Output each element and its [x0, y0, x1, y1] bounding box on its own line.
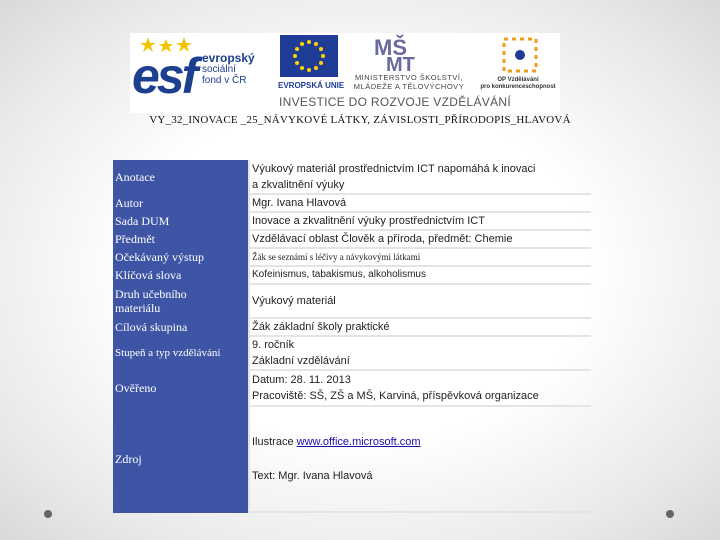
- label-zdroj: Zdroj: [113, 406, 249, 512]
- metadata-table: [113, 160, 591, 513]
- label-overeno: Ověřeno: [113, 370, 249, 406]
- document-code: VY_32_INOVACE _25_NÁVYKOVÉ LÁTKY, ZÁVISLOSTI_PŘÍRODOPIS_HLAVOVÁ: [149, 114, 571, 126]
- label-klicova-slova: Klíčová slova: [113, 266, 249, 284]
- zdroj-illustration: Ilustrace www.office.microsoft.com: [252, 436, 421, 448]
- value-vystup: Žák se seznámí s léčivy a návykovými látkami: [249, 248, 591, 266]
- left-nav-dot: [44, 510, 52, 518]
- logo-banner: [130, 33, 560, 113]
- value-overeno: Datum: 28. 11. 2013 Pracoviště: SŠ, ZŠ a MŠ, Karviná, příspěvková organizace: [249, 370, 591, 406]
- svg-text:MŠ: MŠ: [374, 35, 407, 60]
- value-klicova-slova: Kofeinismus, tabakismus, alkoholismus: [249, 266, 591, 284]
- value-druh: Výukový materiál: [249, 284, 591, 318]
- value-cilova: Žák základní školy praktické: [249, 318, 591, 336]
- label-vystup: Očekávaný výstup: [113, 248, 249, 266]
- row-klicova-slova: [113, 266, 591, 284]
- value-anotace: Výukový materiál prostřednictvím ICT napomáhá k inovaci a zkvalitnění výuky: [249, 160, 591, 194]
- label-druh: Druh učebního materiálu: [113, 284, 249, 318]
- value-predmet: Vzdělávací oblast Člověk a příroda, předmět: Chemie: [249, 230, 591, 248]
- zdroj-text: Text: Mgr. Ivana Hlavová: [252, 470, 373, 482]
- row-cilova: [113, 318, 591, 336]
- value-autor: Mgr. Ivana Hlavová: [249, 194, 591, 212]
- label-stupen: Stupeň a typ vzdělávání: [113, 336, 249, 370]
- row-sada: [113, 212, 591, 230]
- row-autor: [113, 194, 591, 212]
- label-sada: Sada DUM: [113, 212, 249, 230]
- esf-text: evropský sociální fond v ČR: [202, 51, 255, 86]
- label-predmet: Předmět: [113, 230, 249, 248]
- value-sada: Inovace a zkvalitnění výuky prostřednictvím ICT: [249, 212, 591, 230]
- label-autor: Autor: [113, 194, 249, 212]
- msmt-logo-icon: [370, 33, 430, 73]
- label-anotace: Anotace: [113, 160, 249, 194]
- row-vystup: [113, 248, 591, 266]
- row-anotace: [113, 160, 591, 194]
- svg-text:MT: MT: [386, 54, 415, 73]
- row-zdroj: [113, 406, 591, 512]
- label-cilova: Cílová skupina: [113, 318, 249, 336]
- msmt-label: MINISTERSTVO ŠKOLSTVÍ, MLÁDEŽE A TĚLOVÝCHOVY: [353, 73, 465, 91]
- row-druh: [113, 284, 591, 318]
- row-overeno: [113, 370, 591, 406]
- row-predmet: [113, 230, 591, 248]
- op-logo-icon: [498, 33, 542, 77]
- value-zdroj: [249, 406, 591, 512]
- row-stupen: [113, 336, 591, 370]
- esf-letters: esf: [132, 48, 196, 104]
- investice-heading: INVESTICE DO ROZVOJE VZDĚLÁVÁNÍ: [278, 95, 511, 109]
- eu-flag-icon: [280, 35, 338, 77]
- op-label: OP Vzdělávání pro konkurenceschopnost: [480, 77, 556, 90]
- right-nav-dot: [666, 510, 674, 518]
- eu-label: EVROPSKÁ UNIE: [278, 81, 345, 90]
- value-stupen: 9. ročník Základní vzdělávání: [249, 336, 591, 370]
- office-link[interactable]: www.office.microsoft.com: [296, 436, 421, 448]
